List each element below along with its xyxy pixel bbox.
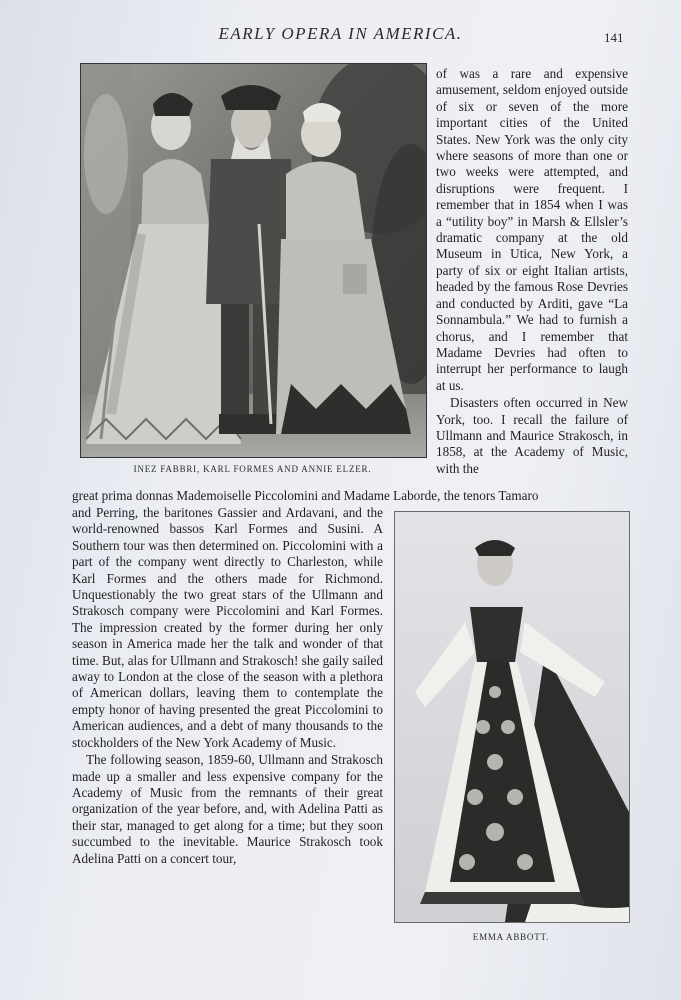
- paragraph-3: and Perring, the baritones Gassier and Ardavani, and the world-renowned bassos Karl Formes and Susini. A Southern tour was then determined on. Piccolomini with a part of the company went directly to Charleston, while Karl Formes and the others made for Richmond. Unquestionably the two great stars of the Ullmann and Strakosch company were Piccolomini and Karl Formes. The impression created by the former during her only season in America made her the talk and wonder of that time. But, alas for Ullmann and Strakosch! she gaily sailed away to London at the close of the season with a plethora of American dollars, leaving them to contemplate the empty honor of having presented the great Piccolomini to American audiences, and a debt of many thousands to the stockholders of the New York Academy of Music.: [72, 505, 383, 750]
- page-number: 141: [604, 30, 624, 45]
- photograph-three-singers-icon: [81, 64, 426, 457]
- full-width-line: [72, 488, 628, 504]
- figure-top-photo: [80, 63, 427, 458]
- column-right-top: [436, 66, 628, 477]
- paragraph-4: The following season, 1859-60, Ullmann and Strakosch made up a smaller and less expensive company for the Academy of Music from the remnants of their great organization of the year before, and, with Adelina Patti as their star, managed to get along for a time; but they soon succumbed to the inevitable. Maurice Strakosch took Adelina Patti on a concert tour,: [72, 752, 383, 866]
- column-left-bottom: [72, 505, 383, 867]
- paragraph-1: of was a rare and expensive amusement, seldom enjoyed outside of six or seven of the more important cities of the United States. New York was the only city where seasons of more than one or two weeks were attempted, and disruptions were frequent. I remember that in 1854 when I was a “utility boy” in Marsh & Ellsler’s dramatic company at the old Museum in Utica, New York, a party of six or eight Italian artists, headed by the famous Rose Devries and conducted by Arditi, gave “La Sonnambula.” We had to furnish a chorus, and I remember that Madame Devries had often to interrupt her performance to laugh at us.: [436, 66, 628, 393]
- photograph-singer-in-gown-icon: [395, 512, 629, 922]
- figure-right-caption: EMMA ABBOTT.: [472, 932, 550, 942]
- figure-right-photo: [394, 511, 630, 923]
- full-width-text: great prima donnas Mademoiselle Piccolomini and Madame Laborde, the tenors Tamaro: [72, 488, 539, 503]
- figure-top-caption: INEZ FABBRI, KARL FORMES AND ANNIE ELZER.: [133, 464, 372, 474]
- running-head: EARLY OPERA IN AMERICA.: [218, 24, 463, 43]
- paragraph-2: Disasters often occurred in New York, too. I recall the failure of Ullmann and Maurice Strakosch, in 1858, at the Academy of Music, with the: [436, 395, 628, 476]
